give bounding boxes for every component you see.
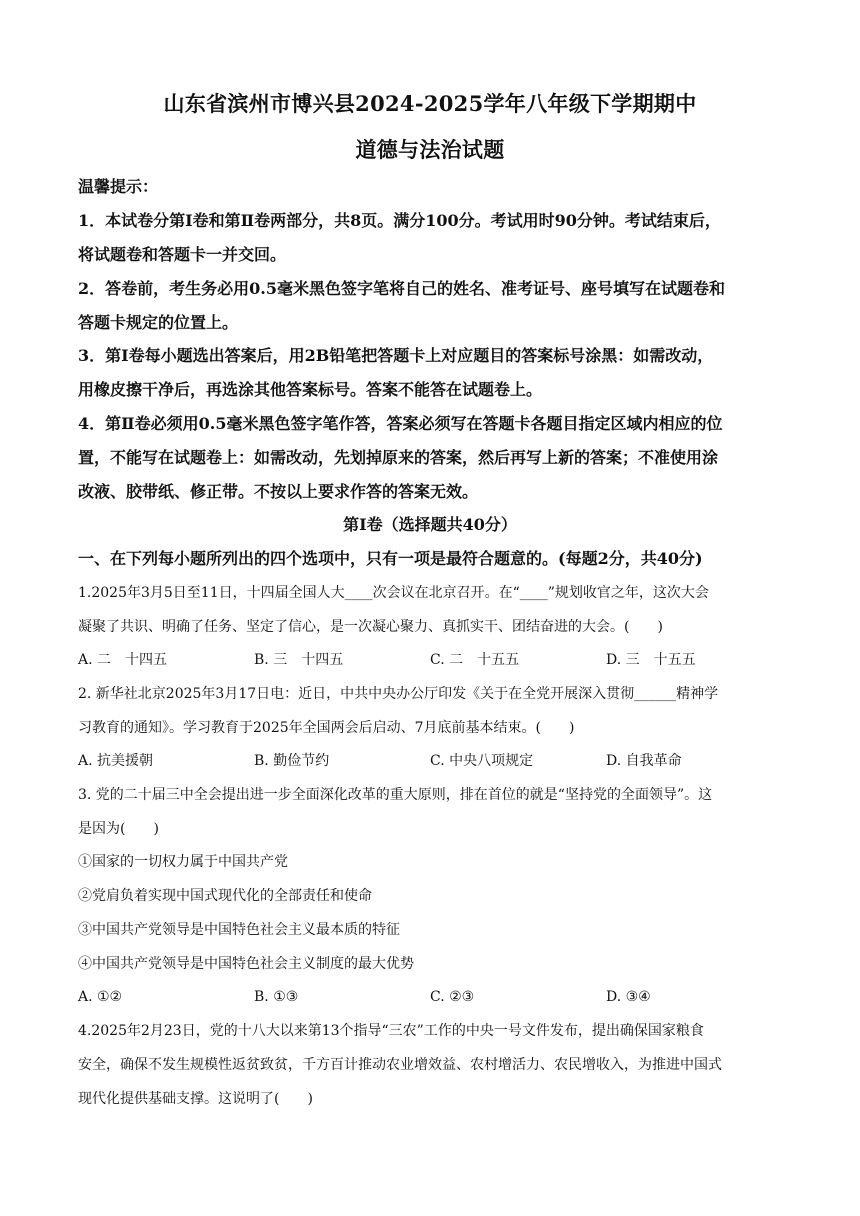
notice-line: 置，不能写在试题卷上：如需改动，先划掉原来的答案，然后再写上新的答案；不准使用涂	[78, 448, 719, 467]
question-4-stem: 4.2025年2月23日，党的十八大以来第13个指导“三农”工作的中央一号文件发布，提出确保国家粮食	[78, 1023, 704, 1039]
notice-line: 将试题卷和答题卡一并交回。	[78, 245, 287, 264]
question-3-option-c: C. ②③	[430, 989, 475, 1005]
question-3-statement: ②党肩负着实现中国式现代化的全部责任和使命	[78, 888, 372, 904]
question-3-statement: ④中国共产党领导是中国特色社会主义制度的最大优势	[78, 956, 414, 972]
question-1-option-c: C. 二 十五五	[430, 652, 520, 668]
question-1-stem: 1.2025年3月5日至11日，十四届全国人大____次会议在北京召开。在“____”规划收官之年，这次大会	[78, 585, 709, 601]
question-2-option-c: C. 中央八项规定	[430, 753, 534, 769]
notice-line: 用橡皮擦干净后，再选涂其他答案标号。答案不能答在试题卷上。	[78, 380, 543, 399]
notice-line: 2．答卷前，考生务必用0.5毫米黑色签字笔将自己的姓名、准考证号、座号填写在试题卷和	[78, 279, 725, 298]
question-3-stem: 3. 党的二十届三中全会提出进一步全面深化改革的重大原则，排在首位的就是“坚持党的全面领导”。这	[78, 787, 713, 803]
question-2-option-a: A. 抗美援朝	[78, 753, 154, 769]
exam-title-line2: 道德与法治试题	[355, 137, 505, 162]
question-3-statement: ③中国共产党领导是中国特色社会主义最本质的特征	[78, 922, 400, 938]
question-3-option-d: D. ③④	[606, 989, 651, 1005]
notice-line: 答题卡规定的位置上。	[78, 313, 239, 332]
section-title: 第Ⅰ卷（选择题共40分）	[343, 515, 517, 534]
notice-line: 3．第Ⅰ卷每小题选出答案后，用2B铅笔把答题卡上对应题目的答案标号涂黑：如需改动，	[78, 346, 714, 365]
notice-line: 1．本试卷分第Ⅰ卷和第Ⅱ卷两部分，共8页。满分100分。考试用时90分钟。考试结束后，	[78, 211, 721, 230]
question-3-statement: ①国家的一切权力属于中国共产党	[78, 854, 288, 870]
question-1-stem: 凝聚了共识、明确了任务、坚定了信心，是一次凝心聚力、真抓实干、团结奋进的大会。( )	[78, 619, 663, 635]
question-1-option-b: B. 三 十四五	[254, 652, 344, 668]
question-3-option-b: B. ①③	[254, 989, 299, 1005]
notice-heading: 温馨提示：	[78, 177, 159, 196]
exam-title-line1: 山东省滨州市博兴县2024-2025学年八年级下学期期中	[163, 91, 697, 116]
question-1-option-a: A. 二 十四五	[78, 652, 168, 668]
question-2-option-d: D. 自我革命	[606, 753, 682, 769]
part-heading: 一、在下列每小题所列出的四个选项中，只有一项是最符合题意的。(每题2分，共40分)	[78, 549, 703, 568]
question-4-stem: 安全，确保不发生规模性返贫致贫，千方百计推动农业增效益、农村增活力、农民增收入，为推进中国式	[78, 1057, 722, 1073]
notice-line: 4．第Ⅱ卷必须用0.5毫米黑色签字笔作答，答案必须写在答题卡各题目指定区域内相应的位	[78, 414, 723, 433]
question-4-stem: 现代化提供基础支撑。这说明了( )	[78, 1091, 313, 1107]
question-3-option-a: A. ①②	[78, 989, 123, 1005]
question-1-option-d: D. 三 十五五	[606, 652, 696, 668]
question-2-stem: 2. 新华社北京2025年3月17日电：近日，中共中央办公厅印发《关于在全党开展深入贯彻______精神学	[78, 686, 719, 702]
notice-line: 改液、胶带纸、修正带。不按以上要求作答的答案无效。	[78, 482, 479, 501]
question-2-stem: 习教育的通知》。学习教育于2025年全国两会后启动、7月底前基本结束。( )	[78, 720, 575, 736]
question-3-stem: 是因为( )	[78, 821, 159, 837]
question-2-option-b: B. 勤俭节约	[254, 753, 330, 769]
